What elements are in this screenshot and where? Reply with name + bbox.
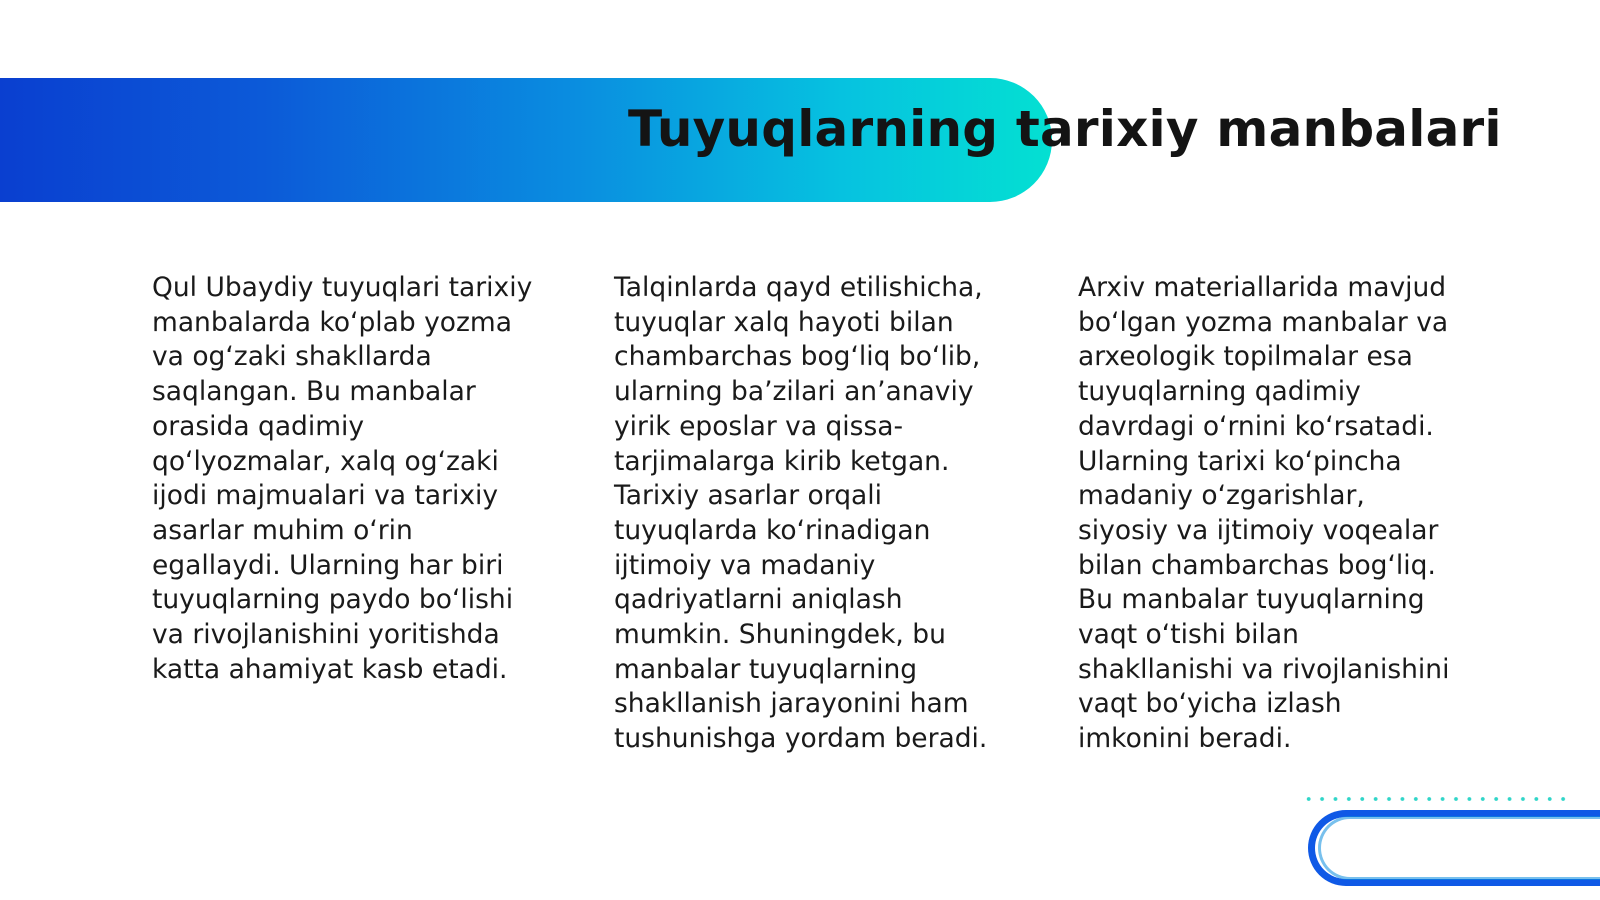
decorative-dots bbox=[1302, 797, 1572, 801]
text-column-3: Arxiv materiallarida mavjud bo‘lgan yozma manbalar va arxeologik topilmalar esa tuyuqlarning qadimiy davrdagi o‘rnini ko‘rsatadi. Ularning tarixi ko‘pincha madaniy o‘zgarishlar, siyosiy va ijtimoiy voqealar bilan chambarchas bog‘liq. Bu manbalar tuyuqlarning vaqt o‘tishi bilan shakllanishi va rivojlanishini vaqt bo‘yicha izlash imkonini beradi. bbox=[1078, 272, 1450, 755]
text-column-1: Qul Ubaydiy tuyuqlari tarixiy manbalarda ko‘plab yozma va og‘zaki shakllarda saqlangan. Bu manbalar orasida qadimiy qo‘lyozmalar, xalq og‘zaki ijodi majmualari va tarixiy asarlar muhim o‘rin egallaydi. Ularning har biri tuyuqlarning paydo bo‘lishi va rivojlanishini yoritishda katta ahamiyat kasb etadi. bbox=[152, 272, 533, 685]
text-column-2: Talqinlarda qayd etilishicha, tuyuqlar xalq hayoti bilan chambarchas bog‘liq bo‘lib, ularning ba’zilari an’anaviy yirik eposlar va qissa-tarjimalarga kirib ketgan. Tarixiy asarlar orqali tuyuqlarda ko‘rinadigan ijtimoiy va madaniy qadriyatlarni aniqlash mumkin. Shuningdek, bu manbalar tuyuqlarning shakllanish jarayonini ham tushunishga yordam beradi. bbox=[614, 272, 988, 755]
slide-title: Tuyuqlarning tarixiy manbalari bbox=[628, 100, 1502, 158]
decorative-loop-inner-shape bbox=[1318, 816, 1600, 880]
